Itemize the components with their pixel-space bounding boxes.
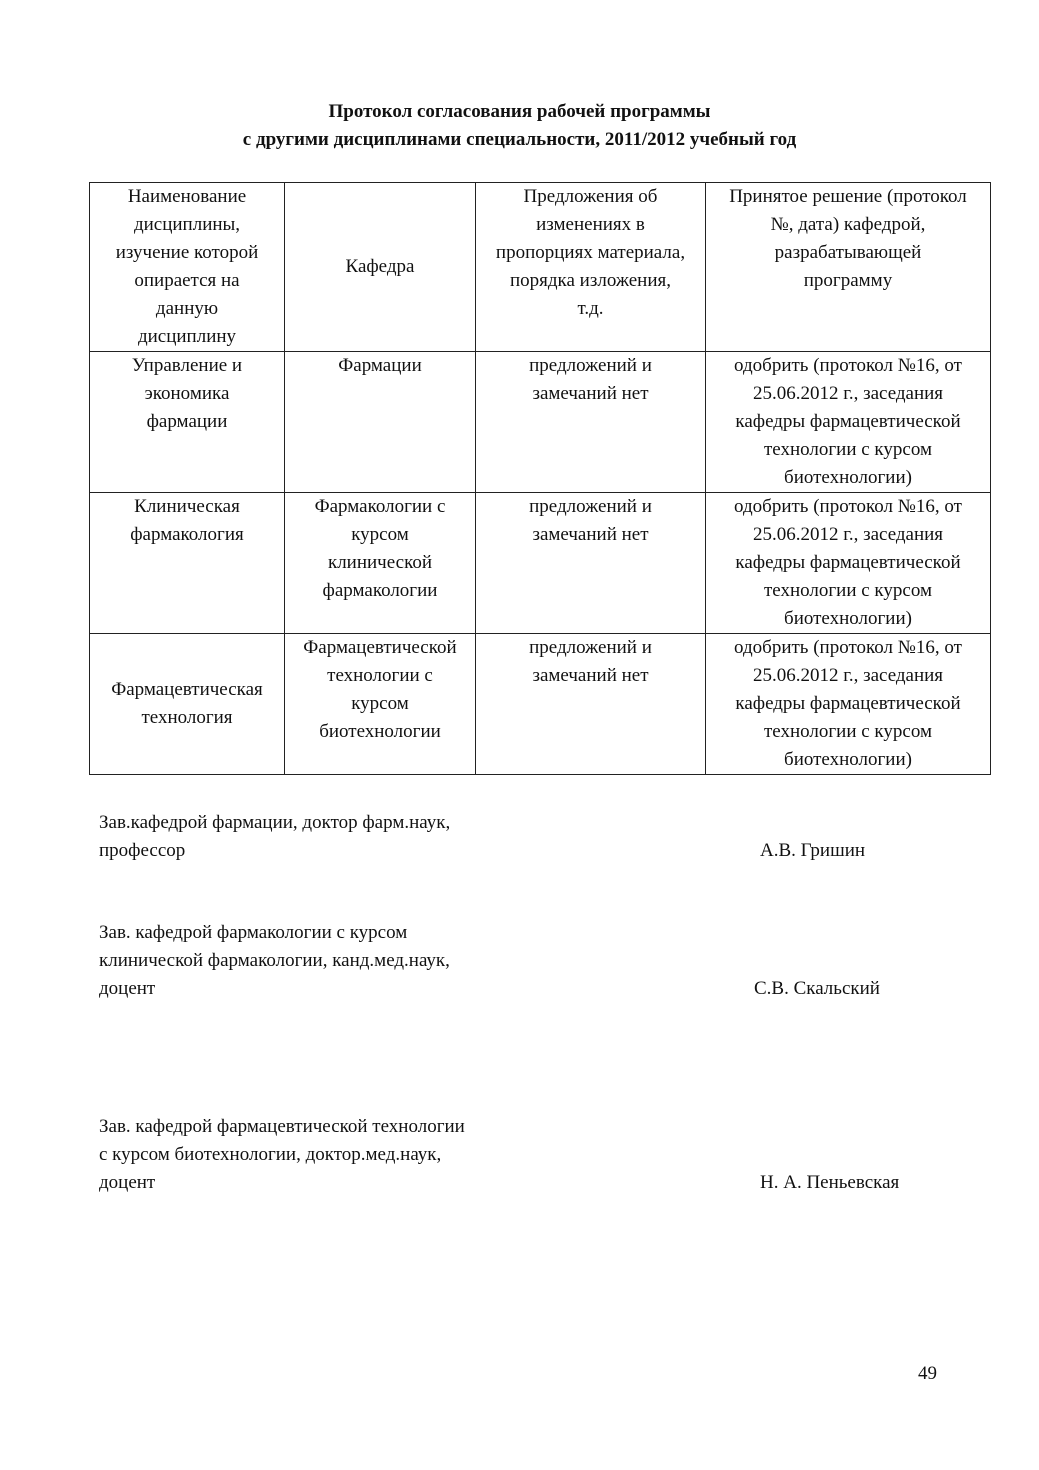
header-department: Кафедра	[285, 183, 476, 352]
cell-decision: одобрить (протокол №16, от 25.06.2012 г., заседания кафедры фармацевтической технологии с курсом биотехнологии)	[706, 352, 991, 493]
signature-name-2: С.В. Скальский	[754, 978, 880, 999]
table-row	[90, 352, 991, 493]
cell-proposals: предложений и замечаний нет	[476, 634, 706, 775]
signature-position-3: Зав. кафедрой фармацевтической технологии с курсом биотехнологии, доктор.мед.наук, доцент	[99, 1116, 465, 1193]
cell-proposals: предложений и замечаний нет	[476, 493, 706, 634]
document-title	[0, 98, 1039, 154]
cell-discipline: Управление и экономика фармации	[90, 352, 285, 493]
header-proposals: Предложения об изменениях в пропорциях материала, порядка изложения, т.д.	[476, 183, 706, 352]
signature-name-1: А.В. Гришин	[760, 840, 866, 861]
cell-proposals: предложений и замечаний нет	[476, 352, 706, 493]
table-row	[90, 634, 991, 775]
cell-department: Фармации	[285, 352, 476, 493]
approval-table	[89, 182, 991, 775]
cell-department: Фармацевтической технологии с курсом биотехнологии	[285, 634, 476, 775]
table-row	[90, 493, 991, 634]
cell-decision: одобрить (протокол №16, от 25.06.2012 г., заседания кафедры фармацевтической технологии с курсом биотехнологии)	[706, 493, 991, 634]
header-decision: Принятое решение (протокол №, дата) кафедрой, разрабатывающей программу	[706, 183, 991, 352]
page-number: 49	[918, 1363, 937, 1384]
signature-position-1: Зав.кафедрой фармации, доктор фарм.наук, профессор	[99, 812, 451, 861]
title-line-1: Протокол согласования рабочей программы	[328, 101, 711, 122]
signature-position-2: Зав. кафедрой фармакологии с курсом клинической фармакологии, канд.мед.наук, доцент	[99, 922, 450, 999]
cell-decision: одобрить (протокол №16, от 25.06.2012 г., заседания кафедры фармацевтической технологии с курсом биотехнологии)	[706, 634, 991, 775]
cell-department: Фармакологии с курсом клинической фармакологии	[285, 493, 476, 634]
cell-discipline: Клиническая фармакология	[90, 493, 285, 634]
table-header-row	[90, 183, 991, 352]
signature-name-3: Н. А. Пеньевская	[760, 1172, 900, 1193]
header-discipline: Наименование дисциплины, изучение которой опирается на данную дисциплину	[90, 183, 285, 352]
cell-discipline: Фармацевтическая технология	[90, 634, 285, 775]
title-line-2: с другими дисциплинами специальности, 2011/2012 учебный год	[242, 129, 797, 150]
